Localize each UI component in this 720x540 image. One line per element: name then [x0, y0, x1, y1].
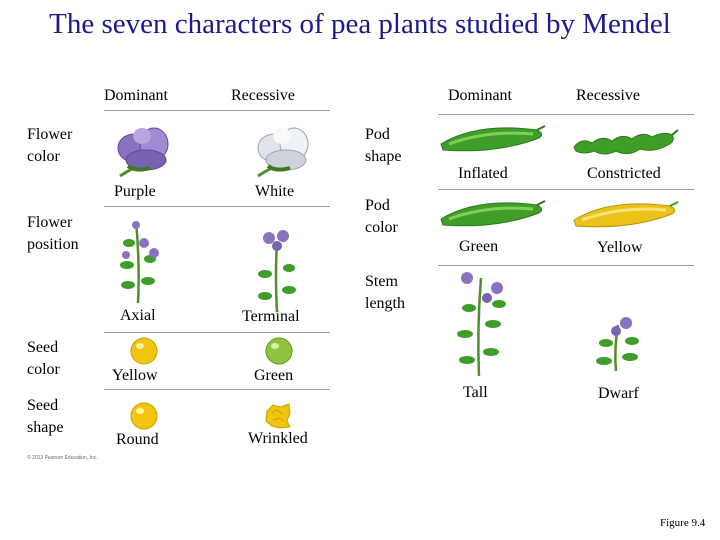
caption-purple: Purple	[114, 183, 156, 200]
header-left-recessive: Recessive	[231, 87, 295, 104]
purple-flower-illustration	[106, 118, 182, 182]
caption-yellow-pod: Yellow	[597, 239, 643, 256]
caption-yellow-seed: Yellow	[112, 367, 158, 384]
axial-plant-illustration	[118, 215, 168, 305]
header-right-dominant: Dominant	[448, 87, 512, 104]
rule-left-2	[104, 332, 330, 333]
caption-green-pod: Green	[459, 238, 499, 255]
caption-inflated: Inflated	[458, 165, 508, 182]
trait-label-flower-position: Flower position	[27, 214, 79, 253]
trait-label-pod-shape: Pod shape	[365, 126, 402, 165]
rule-right-1	[438, 189, 694, 190]
constricted-pod-illustration	[570, 123, 680, 163]
caption-dwarf: Dwarf	[598, 385, 639, 402]
green-pod-illustration	[437, 193, 547, 233]
trait-label-flower-color: Flower color	[27, 126, 73, 165]
header-left-dominant: Dominant	[104, 87, 168, 104]
rule-left-1	[104, 206, 330, 207]
green-seed-illustration	[264, 336, 294, 366]
inflated-pod-illustration	[437, 118, 547, 158]
page-title: The seven characters of pea plants studied by Mendel	[49, 8, 671, 40]
caption-constricted: Constricted	[587, 165, 661, 182]
caption-white: White	[255, 183, 295, 200]
wrinkled-seed-illustration	[263, 401, 293, 431]
trait-label-pod-color: Pod color	[365, 197, 398, 236]
caption-axial: Axial	[120, 307, 156, 324]
dwarf-plant-illustration	[590, 313, 650, 373]
trait-label-seed-color: Seed color	[27, 339, 60, 378]
rule-right-2	[438, 265, 694, 266]
caption-terminal: Terminal	[242, 308, 300, 325]
caption-tall: Tall	[463, 384, 488, 401]
terminal-plant-illustration	[255, 224, 305, 314]
tall-plant-illustration	[451, 268, 521, 378]
trait-label-stem-length: Stem length	[365, 273, 405, 312]
caption-round: Round	[116, 431, 159, 448]
yellow-pod-illustration	[570, 194, 680, 234]
trait-label-seed-shape: Seed shape	[27, 397, 64, 436]
header-right-recessive: Recessive	[576, 87, 640, 104]
white-flower-illustration	[246, 118, 322, 182]
caption-green-seed: Green	[254, 367, 294, 384]
rule-left-header	[104, 110, 330, 111]
round-seed-illustration	[129, 401, 159, 431]
yellow-seed-illustration	[129, 336, 159, 366]
copyright-text: © 2013 Pearson Education, Inc.	[27, 455, 98, 461]
rule-left-3	[104, 389, 330, 390]
figure-label: Figure 9.4	[660, 517, 706, 529]
rule-right-header	[438, 114, 694, 115]
caption-wrinkled: Wrinkled	[248, 430, 308, 447]
